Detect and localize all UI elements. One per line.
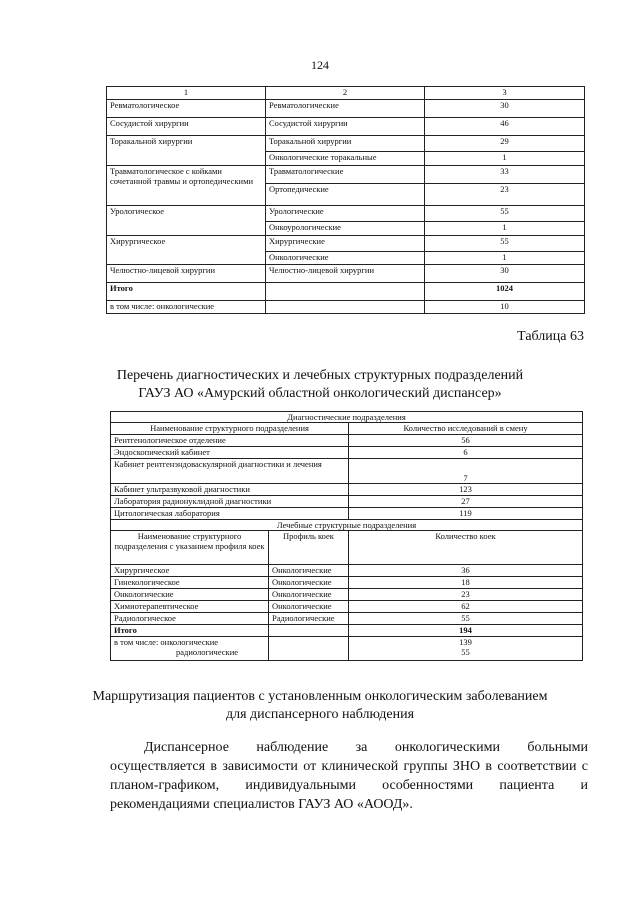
column-header: Количество исследований в смену bbox=[349, 423, 583, 435]
unit-value-cell: 119 bbox=[349, 508, 583, 520]
including-label: в том числе: онкологические bbox=[107, 301, 266, 314]
routing-title-line: Маршрутизация пациентов с установленным онкологическим заболеванием bbox=[92, 689, 548, 704]
department-cell: Урологическое bbox=[107, 206, 266, 236]
unit-value-cell: 7 bbox=[349, 459, 583, 484]
total-label: Итого bbox=[111, 625, 269, 637]
bed-count-cell: 62 bbox=[349, 601, 583, 613]
beds-count-cell: 30 bbox=[425, 265, 585, 283]
unit-name-cell: Эндоскопический кабинет bbox=[111, 447, 349, 459]
including-value: 139 bbox=[459, 637, 472, 647]
profile-cell: Сосудистой хирургии bbox=[266, 118, 425, 136]
page-number: 124 bbox=[311, 58, 329, 72]
bed-count-cell: 23 bbox=[349, 589, 583, 601]
unit-name-cell: Кабинет ультразвуковой диагностики bbox=[111, 484, 349, 496]
total-value: 194 bbox=[349, 625, 583, 637]
bed-count-cell: 18 bbox=[349, 577, 583, 589]
section-heading: Диагностические подразделения bbox=[111, 412, 583, 423]
profile-cell: Хирургические bbox=[266, 236, 425, 252]
profile-cell: Ревматологические bbox=[266, 100, 425, 118]
beds-count-cell: 1 bbox=[425, 152, 585, 166]
profile-cell: Травматологические bbox=[266, 166, 425, 184]
structural-units-table bbox=[110, 411, 583, 661]
bed-profile-cell: Онкологические bbox=[269, 577, 349, 589]
unit-name-cell: Радиологическое bbox=[111, 613, 269, 625]
beds-table-continued bbox=[106, 86, 585, 314]
column-header: Наименование структурного подразделения bbox=[111, 423, 349, 435]
profile-cell: Онкологические торакальные bbox=[266, 152, 425, 166]
unit-value-cell: 123 bbox=[349, 484, 583, 496]
column-number: 2 bbox=[266, 87, 425, 100]
including-values-cell bbox=[349, 637, 583, 661]
bed-count-cell: 36 bbox=[349, 565, 583, 577]
including-value: 10 bbox=[425, 301, 585, 314]
section-heading: Лечебные структурные подразделения bbox=[111, 520, 583, 531]
beds-count-cell: 29 bbox=[425, 136, 585, 152]
beds-count-cell: 55 bbox=[425, 206, 585, 222]
including-value: 55 bbox=[461, 647, 470, 657]
empty-cell bbox=[266, 283, 425, 301]
unit-value-cell: 6 bbox=[349, 447, 583, 459]
bed-profile-cell: Онкологические bbox=[269, 589, 349, 601]
beds-count-cell: 1 bbox=[425, 252, 585, 265]
column-number: 3 bbox=[425, 87, 585, 100]
section-title-line: Перечень диагностических и лечебных структурных подразделений bbox=[116, 368, 524, 383]
profile-cell: Челюстно-лицевой хирургии bbox=[266, 265, 425, 283]
profile-cell: Онкологические bbox=[266, 252, 425, 265]
bed-profile-cell: Онкологические bbox=[269, 601, 349, 613]
total-value: 1024 bbox=[425, 283, 585, 301]
column-header: Наименование структурного подразделения с указанием профиля коек bbox=[111, 531, 269, 565]
unit-name-cell: Химиотерапевтическое bbox=[111, 601, 269, 613]
department-cell: Хирургическое bbox=[107, 236, 266, 265]
unit-name-cell: Цитологическая лаборатория bbox=[111, 508, 349, 520]
department-cell: Травматологическое с койками сочетанной травмы и ортопедическими bbox=[107, 166, 266, 206]
unit-name-cell: Хирургическое bbox=[111, 565, 269, 577]
beds-count-cell: 1 bbox=[425, 222, 585, 236]
section-title-line: ГАУЗ АО «Амурский областной онкологический диспансер» bbox=[138, 386, 502, 401]
bed-profile-cell: Онкологические bbox=[269, 565, 349, 577]
empty-cell bbox=[266, 301, 425, 314]
beds-count-cell: 23 bbox=[425, 184, 585, 206]
profile-cell: Ортопедические bbox=[266, 184, 425, 206]
beds-count-cell: 30 bbox=[425, 100, 585, 118]
column-header: Профиль коек bbox=[269, 531, 349, 565]
paragraph-line: Диспансерное наблюдение за онкологическими больными bbox=[144, 740, 588, 755]
unit-name-cell: Кабинет рентгенэндоваскулярной диагностики и лечения bbox=[111, 459, 349, 484]
paragraph-line: планом-графиком, индивидуальными особенностями пациента и bbox=[110, 778, 588, 793]
unit-value-cell: 56 bbox=[349, 435, 583, 447]
total-label: Итого bbox=[107, 283, 266, 301]
paragraph-line: рекомендациями специалистов ГАУЗ АО «АООД». bbox=[110, 797, 413, 812]
unit-name-cell: Лаборатория радионуклидной диагностики bbox=[111, 496, 349, 508]
empty-cell bbox=[269, 625, 349, 637]
bed-profile-cell: Радиологические bbox=[269, 613, 349, 625]
empty-cell bbox=[269, 637, 349, 661]
beds-count-cell: 33 bbox=[425, 166, 585, 184]
profile-cell: Онкоурологические bbox=[266, 222, 425, 236]
profile-cell: Урологические bbox=[266, 206, 425, 222]
column-number: 1 bbox=[107, 87, 266, 100]
including-cell bbox=[111, 637, 269, 661]
department-cell: Торакальной хирургии bbox=[107, 136, 266, 166]
unit-name-cell: Рентгенологическое отделение bbox=[111, 435, 349, 447]
bed-count-cell: 55 bbox=[349, 613, 583, 625]
including-label: в том числе: онкологические bbox=[114, 637, 219, 647]
beds-count-cell: 55 bbox=[425, 236, 585, 252]
routing-title-line: для диспансерного наблюдения bbox=[225, 707, 415, 722]
department-cell: Ревматологическое bbox=[107, 100, 266, 118]
department-cell: Челюстно-лицевой хирургии bbox=[107, 265, 266, 283]
beds-count-cell: 46 bbox=[425, 118, 585, 136]
department-cell: Сосудистой хирургии bbox=[107, 118, 266, 136]
table-caption: Таблица 63 bbox=[517, 329, 584, 344]
paragraph-line: осуществляется в зависимости от клинической группы ЗНО в соответствии с bbox=[110, 759, 588, 774]
unit-name-cell: Онкологические bbox=[111, 589, 269, 601]
unit-name-cell: Гинекологическое bbox=[111, 577, 269, 589]
profile-cell: Торакальной хирургии bbox=[266, 136, 425, 152]
column-header: Количество коек bbox=[349, 531, 583, 565]
unit-value-cell: 27 bbox=[349, 496, 583, 508]
including-label: радиологические bbox=[176, 647, 239, 657]
